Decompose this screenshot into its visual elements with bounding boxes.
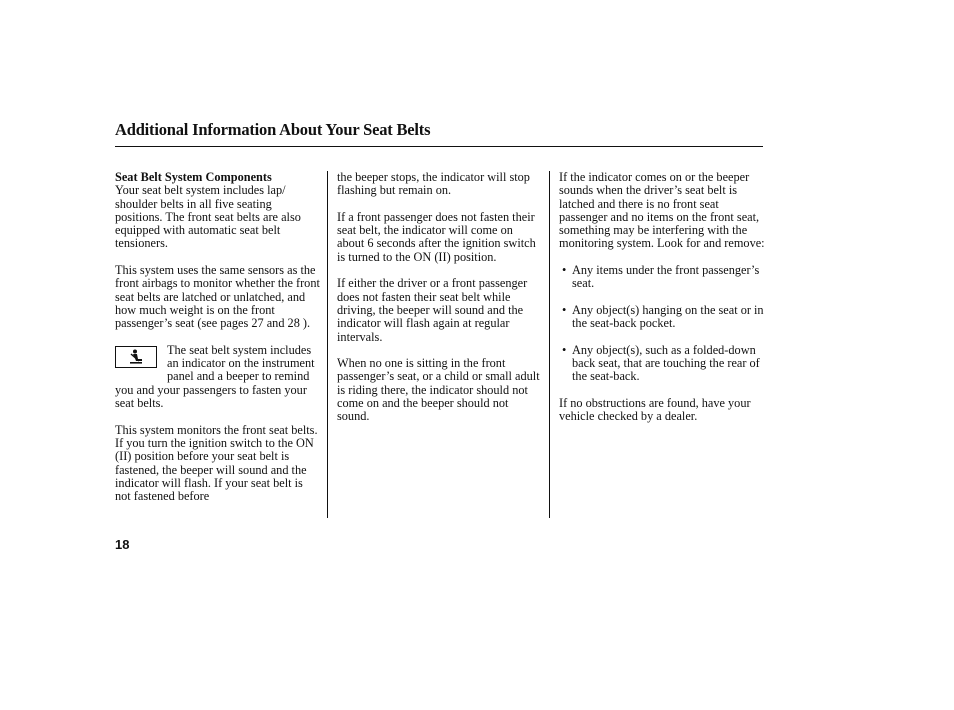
- paragraph: If no obstructions are found, have your vehicle checked by a dealer.: [559, 396, 751, 424]
- paragraph: If a front passenger does not fasten their seat belt, the indicator will come on about 6 seconds after the ignition switch is turned to the ON (II) position.: [337, 209, 536, 264]
- page-title: Additional Information About Your Seat Belts: [115, 120, 431, 139]
- paragraph: This system uses the same sensors as the front airbags to monitor whether the front seat belts are latched or unlatched, and how much weight is on the front passenger’s seat (see pages 27 and 28 ).: [115, 263, 320, 331]
- paragraph: Your seat belt system includes lap/ shoulder belts in all five seating positions. The front seat belts are also equipped with automatic seat belt tensioners.: [115, 183, 301, 251]
- indicator-block: [115, 344, 320, 410]
- section-heading: Seat Belt System Components: [115, 170, 272, 184]
- paragraph: If the indicator comes on or the beeper sounds when the driver’s seat belt is latched and there is no front seat passenger and no items on the front seat, something may be interfering with the monitoring system. Look for and remove:: [559, 170, 765, 251]
- list-item: • Any object(s), such as a folded-down back seat, that are touching the rear of the seat-back.: [559, 344, 767, 384]
- column-3: [559, 171, 767, 437]
- column-divider-1: [327, 171, 328, 518]
- paragraph: The seat belt system includes an indicator on the instrument panel and a beeper to remind you and your passengers to fasten your seat belts.: [115, 342, 315, 411]
- paragraph: If either the driver or a front passenger does not fasten their seat belt while driving, the beeper will sound and the indicator will flash again at regular intervals.: [337, 276, 528, 344]
- seat-belt-reminder-icon: [115, 346, 157, 368]
- column-divider-2: [549, 171, 550, 518]
- checklist: [559, 264, 767, 384]
- list-item: • Any items under the front passenger’s seat.: [559, 264, 767, 291]
- column-1: [115, 171, 320, 517]
- paragraph: When no one is sitting in the front passenger’s seat, or a child or small adult is riding there, the indicator should not come on and the beeper should not sound.: [337, 356, 540, 424]
- paragraph: This system monitors the front seat belts. If you turn the ignition switch to the ON (II) position before your seat belt is fastened, the beeper will sound and the indicator will flash. If your seat belt is not fastened before: [115, 422, 318, 504]
- list-item: • Any object(s) hanging on the seat or in the seat-back pocket.: [559, 304, 767, 331]
- paragraph: the beeper stops, the indicator will stop flashing but remain on.: [337, 170, 530, 198]
- page-number: 18: [115, 537, 130, 552]
- column-2: [337, 171, 542, 437]
- title-rule: [115, 146, 763, 147]
